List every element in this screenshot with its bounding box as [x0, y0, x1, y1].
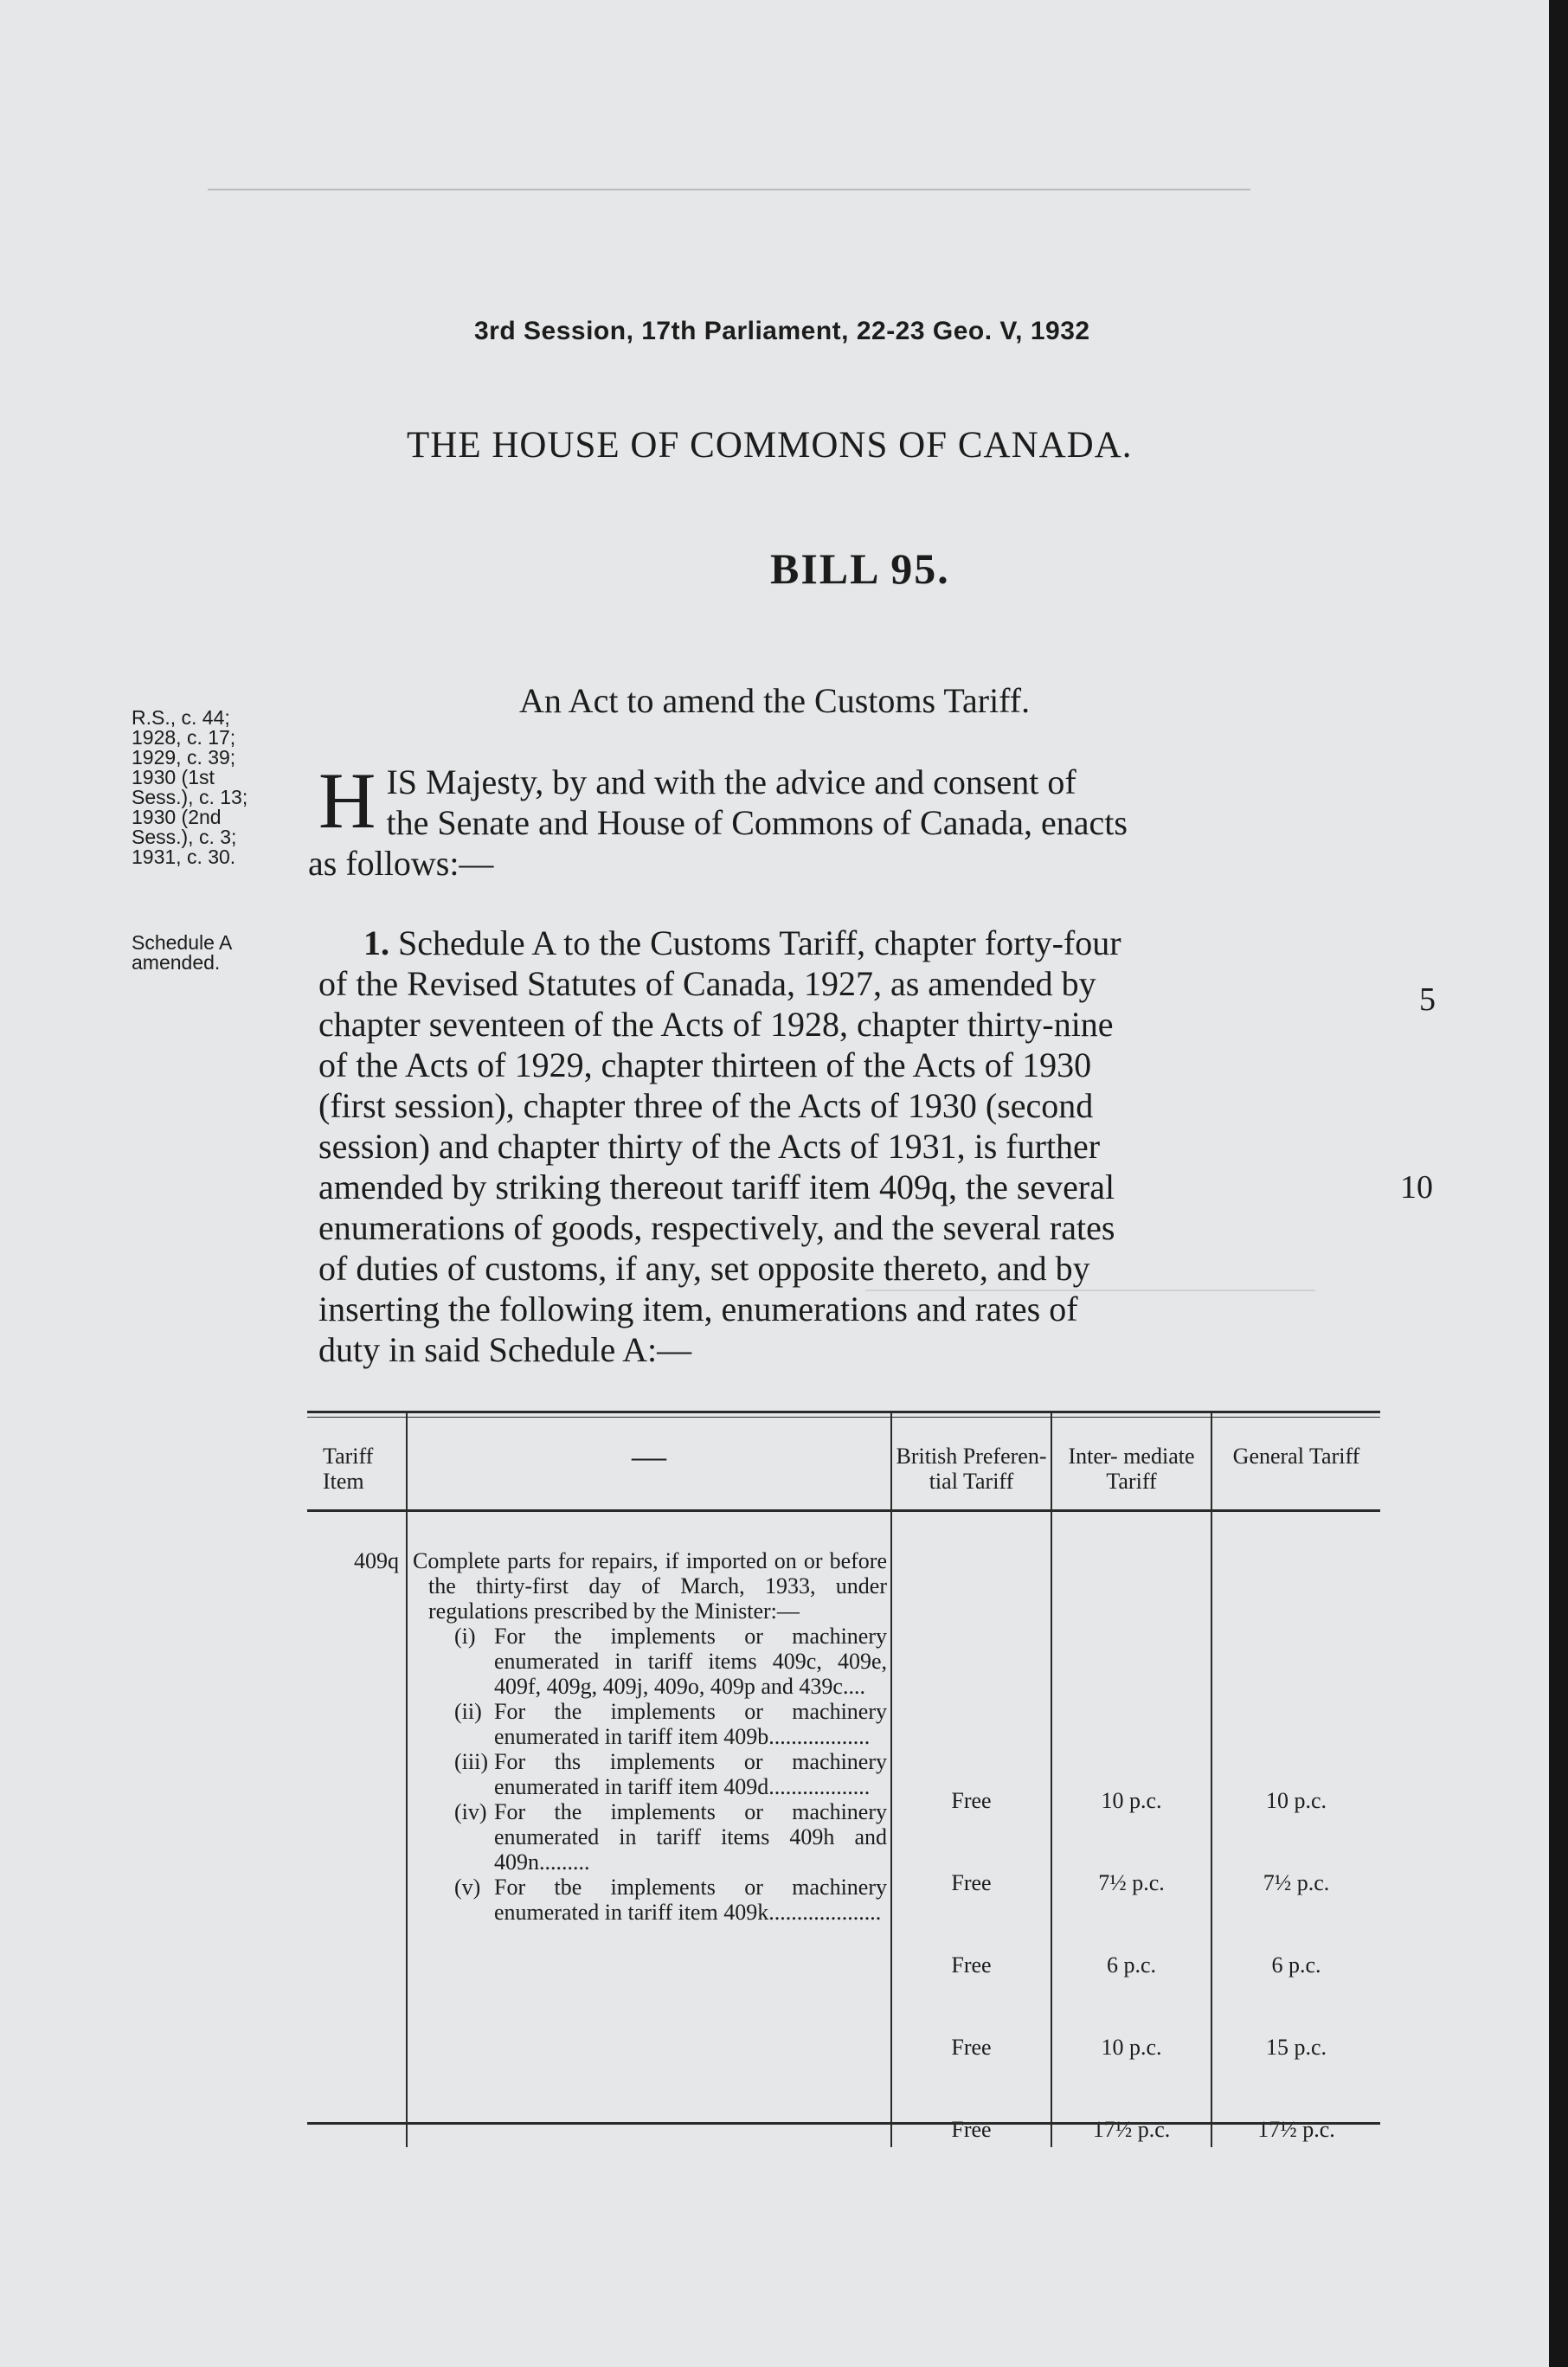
margin-schedule-note	[132, 933, 232, 973]
col-general: General Tariff	[1211, 1411, 1380, 1511]
sub-item	[413, 1749, 887, 1799]
rate-cell: 17½ p.c.	[1092, 2117, 1171, 2142]
section-1	[318, 923, 1385, 1370]
preamble	[308, 756, 1385, 884]
citation-line: 1930 (1st	[132, 766, 215, 788]
house-title: THE HOUSE OF COMMONS OF CANADA.	[407, 425, 1133, 466]
section-line: session) and chapter thirty of the Acts of 1931, is further	[318, 1127, 1101, 1166]
col-british-preferential: British Preferen- tial Tariff	[891, 1411, 1051, 1511]
session-line: 3rd Session, 17th Parliament, 22-23 Geo. V, 1932	[474, 317, 1090, 345]
schedule-note-line: Schedule A	[132, 931, 233, 954]
section-line: amended by striking thereout tariff item 409q, the several	[318, 1167, 1115, 1206]
page-edge	[1549, 0, 1568, 2367]
citation-line: 1930 (2nd	[132, 806, 222, 828]
rate-cell: Free	[951, 1870, 992, 1895]
rate-cell: 17½ p.c.	[1257, 2117, 1335, 2142]
citation-line: 1929, c. 39;	[132, 746, 236, 769]
act-title: An Act to amend the Customs Tariff.	[519, 681, 1031, 720]
sub-item-text: For the implements or machinery enumerated in tariff items 409c, 409e, 409f, 409g, 409j, 409o, 409p and 439c....	[494, 1624, 887, 1699]
col-tariff-item: Tariff Item	[307, 1411, 407, 1511]
sub-item	[413, 1624, 887, 1699]
sub-item-label: (v)	[454, 1875, 481, 1900]
citation-line: 1928, c. 17;	[132, 726, 236, 749]
sub-item	[413, 1875, 887, 1937]
bill-number: BILL 95.	[770, 544, 950, 593]
section-line: chapter seventeen of the Acts of 1928, chapter thirty-nine	[318, 1005, 1114, 1044]
rate-cell: 15 p.c.	[1265, 2035, 1327, 2060]
dropcap: H	[318, 756, 376, 845]
citation-line: R.S., c. 44;	[132, 706, 230, 729]
preamble-line: IS Majesty, by and with the advice and consent of	[386, 762, 1076, 801]
rate-cell: 10 p.c.	[1265, 1788, 1327, 1813]
rate-cell: 10 p.c.	[1101, 1788, 1162, 1813]
col-description: —	[407, 1411, 891, 1511]
section-line: duty in said Schedule A:—	[318, 1330, 692, 1369]
rate-cell: 10 p.c.	[1101, 2035, 1162, 2060]
sub-item-label: (iv)	[454, 1799, 487, 1824]
general-rates	[1211, 1511, 1380, 2148]
citation-line: 1931, c. 30.	[132, 846, 236, 868]
col-intermediate: Inter- mediate Tariff	[1051, 1411, 1211, 1511]
sub-item-label: (iii)	[454, 1749, 488, 1774]
bleed-rule-top	[208, 189, 1250, 190]
line-number-5: 5	[1419, 981, 1436, 1018]
tariff-table	[307, 1411, 1380, 2147]
sub-item-text: For tbe implements or machinery enumerated in tariff item 409k....................	[494, 1875, 887, 1925]
sub-item-text: For the implements or machinery enumerated in tariff items 409h and 409n.........	[494, 1799, 887, 1875]
rate-cell: 6 p.c.	[1271, 1952, 1321, 1978]
schedule-note-line: amended.	[132, 951, 221, 974]
rate-cell: 7½ p.c.	[1098, 1870, 1165, 1895]
rate-cell: Free	[951, 2117, 992, 2142]
intro-text: Complete parts for repairs, if imported on or before the thirty-first day of March, 1933, under regulations prescribed by the Minister:—	[413, 1548, 887, 1624]
preamble-line: the Senate and House of Commons of Canada, enacts	[386, 803, 1128, 842]
sub-item-label: (ii)	[454, 1699, 482, 1724]
sub-item-text: For ths implements or machinery enumerated in tariff item 409d..................	[494, 1749, 887, 1799]
sub-item-label: (i)	[454, 1624, 476, 1649]
sub-item-text: For the implements or machinery enumerated in tariff item 409b..................	[494, 1699, 887, 1749]
rate-cell: 6 p.c.	[1106, 1952, 1157, 1978]
preamble-line: as follows:—	[308, 844, 494, 883]
sub-item	[413, 1799, 887, 1875]
description-cell	[407, 1511, 891, 2148]
rate-cell: 7½ p.c.	[1263, 1870, 1330, 1895]
margin-citations	[132, 708, 247, 867]
line-number-10: 10	[1400, 1169, 1433, 1206]
section-number: 1.	[363, 923, 389, 962]
citation-line: Sess.), c. 13;	[132, 786, 248, 808]
table-header-row	[307, 1411, 1380, 1511]
section-line: of duties of customs, if any, set opposite thereto, and by	[318, 1249, 1090, 1288]
rate-cell: Free	[951, 2035, 992, 2060]
british-rates	[891, 1511, 1051, 2148]
table-row	[307, 1511, 1380, 2148]
section-line: (first session), chapter three of the Acts of 1930 (second	[318, 1086, 1094, 1125]
item-number: 409q	[354, 1548, 399, 1573]
sub-item	[413, 1699, 887, 1749]
rate-cell: Free	[951, 1788, 992, 1813]
section-line: of the Revised Statutes of Canada, 1927, as amended by	[318, 964, 1096, 1003]
section-line: of the Acts of 1929, chapter thirteen of the Acts of 1930	[318, 1045, 1092, 1084]
section-line: inserting the following item, enumerations and rates of	[318, 1290, 1078, 1328]
citation-line: Sess.), c. 3;	[132, 826, 237, 848]
rate-cell: Free	[951, 1952, 992, 1978]
intermediate-rates	[1051, 1511, 1211, 2148]
section-line	[318, 923, 1385, 963]
table-bottom-rule	[307, 2122, 1380, 2125]
section-text: Schedule A to the Customs Tariff, chapter forty-four	[398, 923, 1121, 962]
section-line: enumerations of goods, respectively, and the several rates	[318, 1208, 1115, 1247]
